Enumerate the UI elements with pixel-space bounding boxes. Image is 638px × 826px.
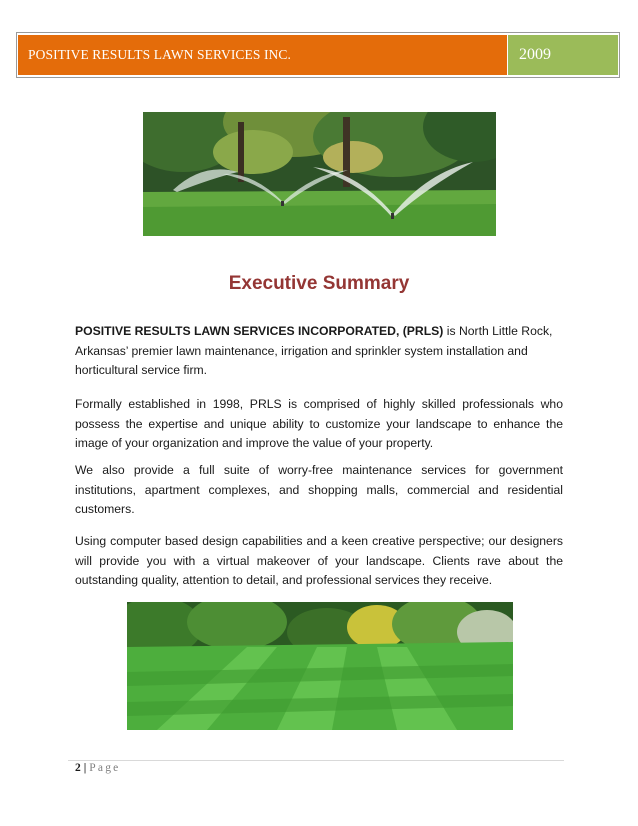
header-company-name: POSITIVE RESULTS LAWN SERVICES INC. [18, 35, 507, 75]
lawn-photo-illustration [127, 602, 513, 730]
page-label: Page [89, 762, 121, 774]
paragraph-intro [75, 322, 563, 381]
page-title: Executive Summary [228, 273, 410, 294]
paragraph-design: Using computer based design capabilities and a keen creative perspective; our designers will provide you with a virtual makeover of your landscape. Clients rave about the outstanding quality, attention to detail, and professional services they receive. [75, 534, 563, 588]
striped-lawn-photo [127, 602, 513, 730]
page-number: 2 [75, 762, 81, 774]
intro-text: is North Little Rock, Arkansas’ premier lawn maintenance, irrigation and sprinkler system installation and horticultural service firm. [75, 324, 553, 378]
header-year: 2009 [508, 35, 618, 75]
sprinkler-photo-illustration [143, 112, 496, 236]
paragraph-services: We also provide a full suite of worry-free maintenance services for government institutions, apartment complexes, and shopping malls, commercial and residential customers. [75, 463, 563, 517]
page-footer [75, 762, 120, 774]
company-name-bold: POSITIVE RESULTS LAWN SERVICES INCORPORATED, (PRLS) [75, 324, 444, 338]
footer-separator: | [83, 762, 87, 774]
sprinkler-lawn-photo [143, 112, 496, 236]
footer-divider [68, 760, 564, 761]
paragraph-history: Formally established in 1998, PRLS is comprised of highly skilled professionals who possess the expertise and unique ability to customize your landscape to enhance the image of your organization and improve the value of your property. [75, 397, 563, 451]
